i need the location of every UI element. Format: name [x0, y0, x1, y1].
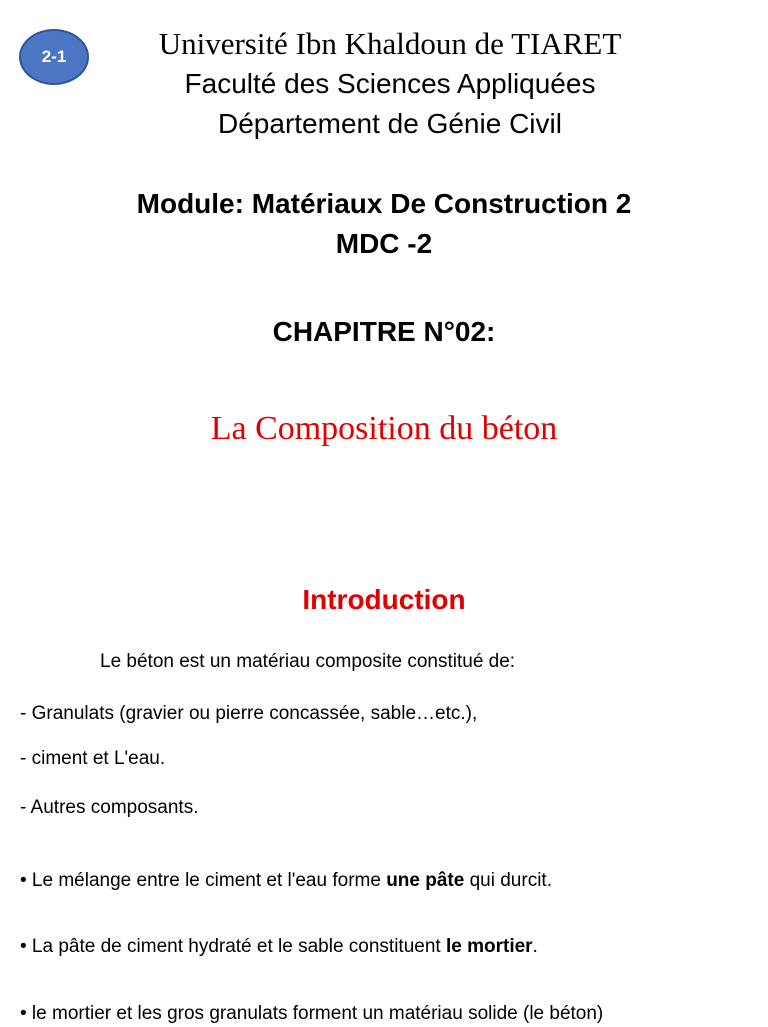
module-name: Module: Matériaux De Construction 2	[136, 188, 632, 219]
bullet-item	[20, 1001, 603, 1027]
department-name: Département de Génie Civil	[218, 108, 562, 139]
intro-lead: Le béton est un matériau composite constitué de:	[100, 651, 516, 672]
list-item: - Granulats (gravier ou pierre concassée, sable…etc.),	[20, 703, 478, 724]
bullet-bold: le mortier	[445, 936, 533, 957]
list-item: - Autres composants.	[20, 797, 199, 818]
list-item: - ciment et L'eau.	[20, 748, 166, 769]
bullet-text: .	[532, 936, 538, 957]
bullet-item	[20, 934, 538, 960]
bullet-bold: une pâte	[386, 870, 465, 891]
slide-number-badge: 2-1	[19, 29, 89, 85]
bullet-text: • Le mélange entre le ciment et l'eau forme	[20, 870, 387, 891]
bullet-item	[20, 868, 552, 894]
module-title	[0, 184, 768, 264]
bullet-text: qui durcit.	[464, 870, 552, 891]
module-code: MDC -2	[335, 228, 433, 259]
bullet-text: • le mortier et les gros granulats forment un matériau solide (le béton)	[20, 1003, 604, 1024]
bullet-text: • La pâte de ciment hydraté et le sable constituent	[20, 936, 446, 957]
chapter-subtitle: La Composition du béton	[210, 410, 558, 447]
introduction-heading: Introduction	[302, 584, 466, 615]
chapter-title: CHAPITRE N°02:	[272, 316, 496, 347]
header	[0, 24, 768, 144]
university-name: Université Ibn Khaldoun de TIARET	[158, 26, 622, 61]
faculty-name: Faculté des Sciences Appliquées	[184, 68, 596, 99]
